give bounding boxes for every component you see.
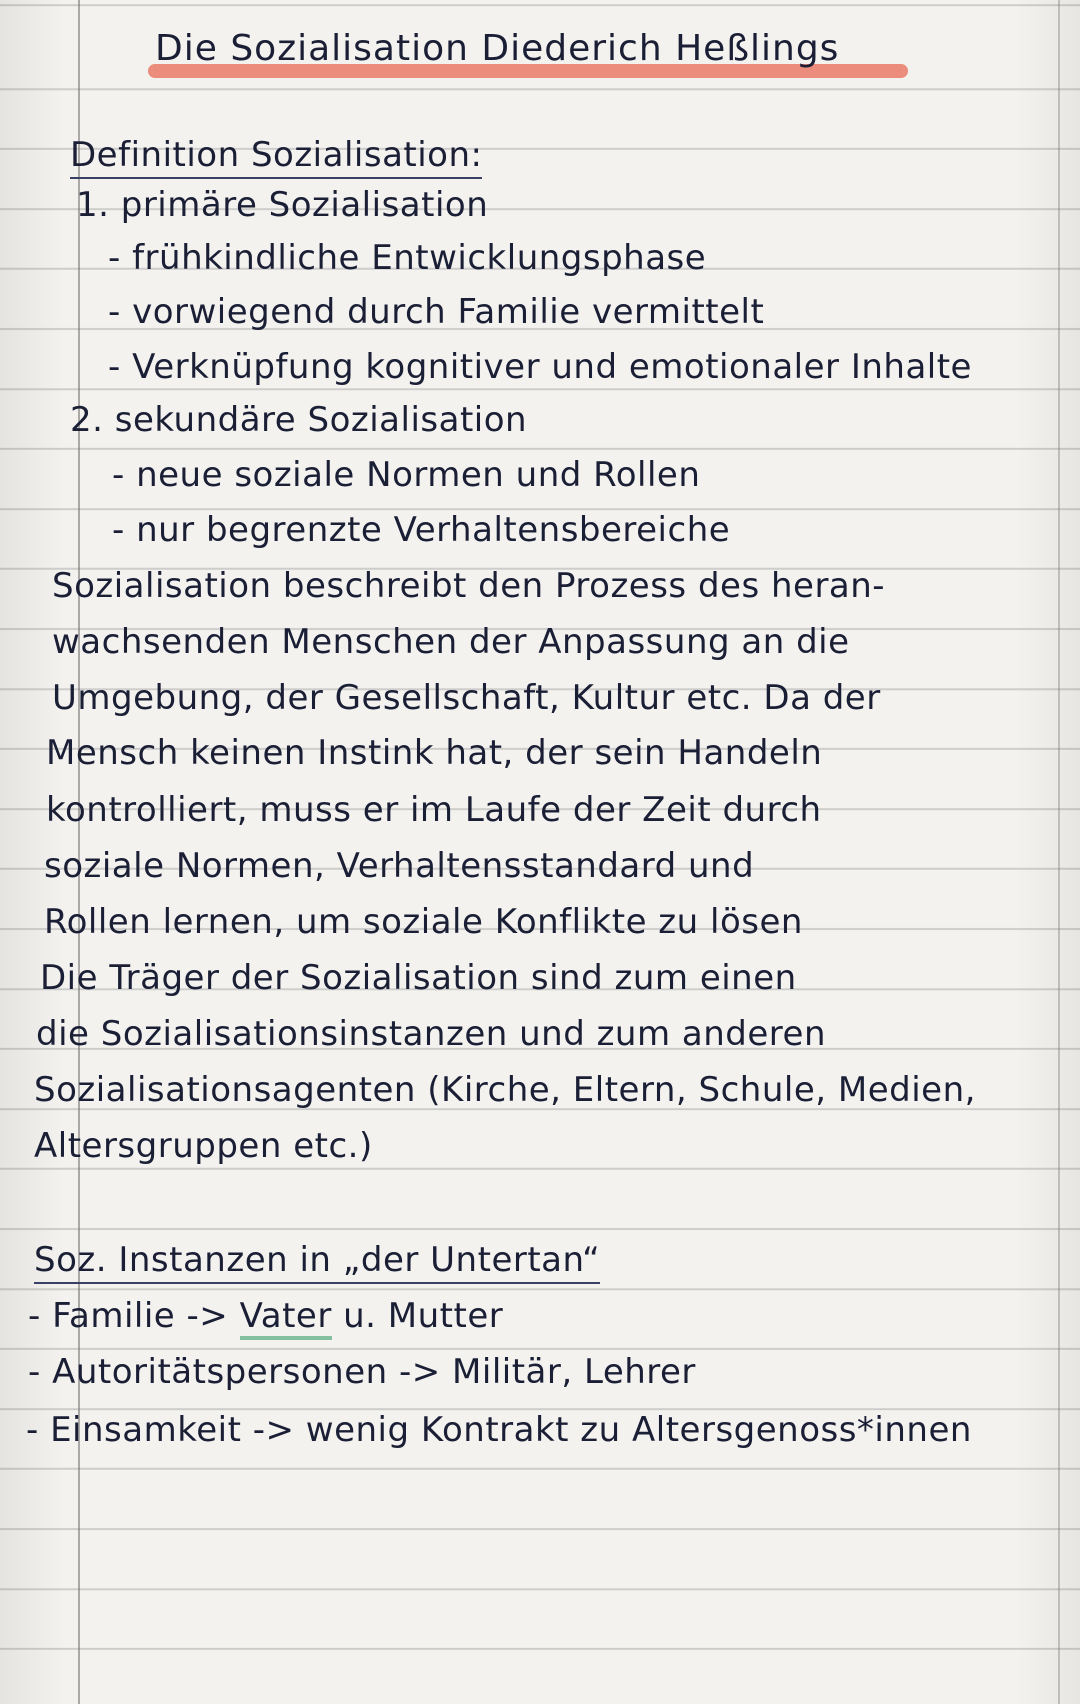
paragraph-line: Sozialisation beschreibt den Prozess des heran- <box>52 566 886 606</box>
primary-heading: 1. primäre Sozialisation <box>76 185 489 225</box>
secondary-item: - neue soziale Normen und Rollen <box>112 455 701 495</box>
paragraph-line: die Sozialisationsinstanzen und zum anderen <box>36 1014 826 1054</box>
secondary-heading: 2. sekundäre Sozialisation <box>70 400 528 440</box>
secondary-item: - nur begrenzte Verhaltensbereiche <box>112 510 731 550</box>
instanzen-item-prefix: - Familie -> <box>28 1296 240 1336</box>
instanzen-heading: Soz. Instanzen in „der Untertan“ <box>34 1240 600 1284</box>
instanzen-item <box>28 1352 696 1392</box>
instanzen-item-prefix: - Einsamkeit -> wenig Kontrakt zu Altersgenoss*innen <box>26 1410 972 1450</box>
paragraph-line: wachsenden Menschen der Anpassung an die <box>52 622 850 662</box>
instanzen-item-prefix: - Autoritätspersonen -> Militär, Lehrer <box>28 1352 696 1392</box>
paragraph-line: Mensch keinen Instink hat, der sein Handeln <box>46 733 823 773</box>
instanzen-item <box>28 1296 503 1336</box>
primary-item: - frühkindliche Entwicklungsphase <box>108 238 707 278</box>
paragraph-line: Rollen lernen, um soziale Konflikte zu lösen <box>44 902 803 942</box>
paragraph-line: Sozialisationsagenten (Kirche, Eltern, Schule, Medien, <box>34 1070 976 1110</box>
paragraph-line: soziale Normen, Verhaltensstandard und <box>44 846 755 886</box>
paragraph-line: Die Träger der Sozialisation sind zum einen <box>40 958 797 998</box>
definition-heading: Definition Sozialisation: <box>70 135 482 179</box>
paragraph-line: Umgebung, der Gesellschaft, Kultur etc. Da der <box>52 678 881 718</box>
page-title: Die Sozialisation Diederich Heßlings <box>155 28 840 69</box>
primary-item: - vorwiegend durch Familie vermittelt <box>108 292 765 332</box>
right-margin-line <box>1058 0 1060 1704</box>
primary-item: - Verknüpfung kognitiver und emotionaler Inhalte <box>108 347 972 387</box>
instanzen-item <box>26 1410 972 1450</box>
paragraph-line: Altersgruppen etc.) <box>34 1126 373 1166</box>
instanzen-item-suffix: u. Mutter <box>331 1296 504 1336</box>
highlighted-word: Vater <box>240 1296 332 1340</box>
paragraph-line: kontrolliert, muss er im Laufe der Zeit durch <box>46 790 822 830</box>
